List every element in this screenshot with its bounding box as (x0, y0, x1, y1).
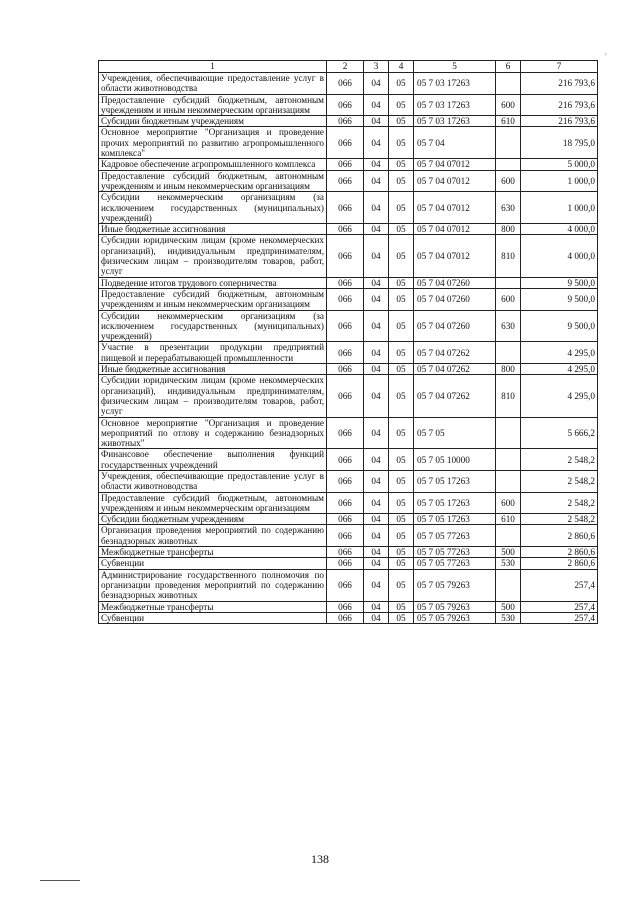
header-cell: 1 (99, 61, 327, 73)
subsection-code-cell: 05 (389, 470, 414, 492)
expense-type-code-cell (496, 277, 521, 288)
header-cell: 5 (414, 61, 496, 73)
section-code-cell: 04 (364, 342, 389, 364)
section-code-cell: 04 (364, 514, 389, 525)
ministry-code-cell: 066 (327, 569, 364, 601)
expense-type-code-cell: 610 (496, 514, 521, 525)
subsection-code-cell: 05 (389, 192, 414, 224)
item-name-cell: Организация проведения мероприятий по содержанию безнадзорных животных (99, 525, 327, 547)
item-name-cell: Предоставление субсидий бюджетным, автономным учреждениям и иным некоммерческим организациям (99, 492, 327, 514)
amount-cell: 216 793,6 (521, 116, 598, 127)
expense-type-code-cell: 630 (496, 192, 521, 224)
amount-cell: 2 548,2 (521, 492, 598, 514)
target-item-code-cell: 05 7 04 (414, 127, 496, 159)
target-item-code-cell: 05 7 05 79263 (414, 612, 496, 623)
table-row (99, 449, 598, 471)
header-cell: 6 (496, 61, 521, 73)
expense-type-code-cell: 600 (496, 492, 521, 514)
target-item-code-cell: 05 7 04 07260 (414, 288, 496, 310)
item-name-cell: Субвенции (99, 612, 327, 623)
item-name-cell: Учреждения, обеспечивающие предоставление услуг в области животноводства (99, 470, 327, 492)
item-name-cell: Предоставление субсидий бюджетным, автономным учреждениям и иным некоммерческим организациям (99, 94, 327, 116)
subsection-code-cell: 05 (389, 417, 414, 449)
amount-cell: 4 000,0 (521, 224, 598, 235)
expense-type-code-cell (496, 449, 521, 471)
budget-table (98, 60, 598, 624)
header-cell: 7 (521, 61, 598, 73)
ministry-code-cell: 066 (327, 342, 364, 364)
table-row (99, 235, 598, 277)
expense-type-code-cell: 600 (496, 170, 521, 192)
section-code-cell: 04 (364, 492, 389, 514)
expense-type-code-cell (496, 342, 521, 364)
subsection-code-cell: 05 (389, 127, 414, 159)
expense-type-code-cell (496, 525, 521, 547)
expense-type-code-cell: 800 (496, 224, 521, 235)
subsection-code-cell: 05 (389, 375, 414, 417)
table-row (99, 192, 598, 224)
table-body (99, 73, 598, 624)
table-row (99, 116, 598, 127)
expense-type-code-cell (496, 73, 521, 95)
table-row (99, 375, 598, 417)
section-code-cell: 04 (364, 94, 389, 116)
section-code-cell: 04 (364, 192, 389, 224)
section-code-cell: 04 (364, 612, 389, 623)
ministry-code-cell: 066 (327, 514, 364, 525)
ministry-code-cell: 066 (327, 170, 364, 192)
table-row (99, 224, 598, 235)
target-item-code-cell: 05 7 03 17263 (414, 73, 496, 95)
ministry-code-cell: 066 (327, 127, 364, 159)
subsection-code-cell: 05 (389, 277, 414, 288)
expense-type-code-cell: 530 (496, 558, 521, 569)
amount-cell: 216 793,6 (521, 73, 598, 95)
expense-type-code-cell: 600 (496, 94, 521, 116)
amount-cell: 5 666,2 (521, 417, 598, 449)
section-code-cell: 04 (364, 73, 389, 95)
subsection-code-cell: 05 (389, 94, 414, 116)
item-name-cell: Предоставление субсидий бюджетным, автономным учреждениям и иным некоммерческим организациям (99, 170, 327, 192)
target-item-code-cell: 05 7 04 07262 (414, 375, 496, 417)
item-name-cell: Участие в презентации продукции предприятий пищевой и перерабатывающей промышленности (99, 342, 327, 364)
section-code-cell: 04 (364, 417, 389, 449)
target-item-code-cell: 05 7 04 07262 (414, 342, 496, 364)
subsection-code-cell: 05 (389, 235, 414, 277)
amount-cell: 2 548,2 (521, 514, 598, 525)
header-cell: 3 (364, 61, 389, 73)
page-number: 138 (311, 852, 329, 866)
table-row (99, 612, 598, 623)
amount-cell: 4 295,0 (521, 375, 598, 417)
ministry-code-cell: 066 (327, 547, 364, 558)
section-code-cell: 04 (364, 159, 389, 170)
subsection-code-cell: 05 (389, 310, 414, 342)
ministry-code-cell: 066 (327, 525, 364, 547)
target-item-code-cell: 05 7 05 79263 (414, 569, 496, 601)
table-row (99, 310, 598, 342)
target-item-code-cell: 05 7 05 17263 (414, 492, 496, 514)
target-item-code-cell: 05 7 05 10000 (414, 449, 496, 471)
section-code-cell: 04 (364, 375, 389, 417)
subsection-code-cell: 05 (389, 547, 414, 558)
item-name-cell: Подведение итогов трудового соперничества (99, 277, 327, 288)
section-code-cell: 04 (364, 470, 389, 492)
expense-type-code-cell (496, 417, 521, 449)
target-item-code-cell: 05 7 04 07012 (414, 170, 496, 192)
ministry-code-cell: 066 (327, 159, 364, 170)
target-item-code-cell: 05 7 04 07012 (414, 235, 496, 277)
ministry-code-cell: 066 (327, 470, 364, 492)
expense-type-code-cell: 810 (496, 375, 521, 417)
item-name-cell: Субсидии бюджетным учреждениям (99, 514, 327, 525)
target-item-code-cell: 05 7 05 (414, 417, 496, 449)
item-name-cell: Субсидии некоммерческим организациям (за исключением государственных (муниципальных) учреждений) (99, 192, 327, 224)
subsection-code-cell: 05 (389, 492, 414, 514)
amount-cell: 2 548,2 (521, 449, 598, 471)
target-item-code-cell: 05 7 04 07260 (414, 277, 496, 288)
ministry-code-cell: 066 (327, 612, 364, 623)
ministry-code-cell: 066 (327, 601, 364, 612)
section-code-cell: 04 (364, 277, 389, 288)
target-item-code-cell: 05 7 05 79263 (414, 601, 496, 612)
amount-cell: 257,4 (521, 601, 598, 612)
target-item-code-cell: 05 7 04 07262 (414, 364, 496, 375)
table-row (99, 170, 598, 192)
table-row (99, 417, 598, 449)
section-code-cell: 04 (364, 601, 389, 612)
header-row (99, 61, 598, 73)
ministry-code-cell: 066 (327, 94, 364, 116)
expense-type-code-cell (496, 159, 521, 170)
subsection-code-cell: 05 (389, 525, 414, 547)
subsection-code-cell: 05 (389, 569, 414, 601)
amount-cell: 2 860,6 (521, 558, 598, 569)
subsection-code-cell: 05 (389, 159, 414, 170)
amount-cell: 9 500,0 (521, 277, 598, 288)
section-code-cell: 04 (364, 224, 389, 235)
amount-cell: 9 500,0 (521, 310, 598, 342)
target-item-code-cell: 05 7 05 77263 (414, 547, 496, 558)
amount-cell: 4 000,0 (521, 235, 598, 277)
item-name-cell: Субсидии некоммерческим организациям (за исключением государственных (муниципальных) учреждений) (99, 310, 327, 342)
ministry-code-cell: 066 (327, 73, 364, 95)
item-name-cell: Учреждения, обеспечивающие предоставление услуг в области животноводства (99, 73, 327, 95)
subsection-code-cell: 05 (389, 612, 414, 623)
amount-cell: 4 295,0 (521, 342, 598, 364)
target-item-code-cell: 05 7 04 07012 (414, 192, 496, 224)
expense-type-code-cell: 630 (496, 310, 521, 342)
ministry-code-cell: 066 (327, 235, 364, 277)
item-name-cell: Иные бюджетные ассигнования (99, 364, 327, 375)
section-code-cell: 04 (364, 569, 389, 601)
item-name-cell: Субсидии юридическим лицам (кроме некоммерческих организаций), индивидуальным предпринимателям, физическим лицам – производителям товаров, работ, услуг (99, 375, 327, 417)
ministry-code-cell: 066 (327, 375, 364, 417)
section-code-cell: 04 (364, 449, 389, 471)
amount-cell: 257,4 (521, 612, 598, 623)
subsection-code-cell: 05 (389, 73, 414, 95)
item-name-cell: Финансовое обеспечение выполнения функций государственных учреждений (99, 449, 327, 471)
subsection-code-cell: 05 (389, 116, 414, 127)
table-row (99, 288, 598, 310)
target-item-code-cell: 05 7 05 17263 (414, 514, 496, 525)
subsection-code-cell: 05 (389, 364, 414, 375)
ministry-code-cell: 066 (327, 364, 364, 375)
section-code-cell: 04 (364, 116, 389, 127)
amount-cell: 9 500,0 (521, 288, 598, 310)
ministry-code-cell: 066 (327, 288, 364, 310)
target-item-code-cell: 05 7 03 17263 (414, 94, 496, 116)
item-name-cell: Основное мероприятие "Организация и проведение мероприятий по отлову и содержанию безнадзорных животных" (99, 417, 327, 449)
target-item-code-cell: 05 7 05 77263 (414, 558, 496, 569)
expense-type-code-cell: 530 (496, 612, 521, 623)
scan-mark: ′ (605, 52, 607, 61)
expense-type-code-cell: 500 (496, 601, 521, 612)
target-item-code-cell: 05 7 03 17263 (414, 116, 496, 127)
item-name-cell: Субсидии юридическим лицам (кроме некоммерческих организаций), индивидуальным предпринимателям, физическим лицам – производителям товаров, работ, услуг (99, 235, 327, 277)
subsection-code-cell: 05 (389, 170, 414, 192)
table-row (99, 127, 598, 159)
expense-type-code-cell (496, 569, 521, 601)
target-item-code-cell: 05 7 05 77263 (414, 525, 496, 547)
table-row (99, 73, 598, 95)
table-row (99, 94, 598, 116)
item-name-cell: Основное мероприятие "Организация и проведение прочих мероприятий по развитию агропромышленного комплекса" (99, 127, 327, 159)
table-row (99, 569, 598, 601)
table-row (99, 525, 598, 547)
amount-cell: 1 000,0 (521, 170, 598, 192)
target-item-code-cell: 05 7 04 07012 (414, 224, 496, 235)
table-row (99, 601, 598, 612)
expense-type-code-cell (496, 470, 521, 492)
target-item-code-cell: 05 7 05 17263 (414, 470, 496, 492)
table-row (99, 470, 598, 492)
expense-type-code-cell: 800 (496, 364, 521, 375)
footer-rule (40, 880, 80, 881)
ministry-code-cell: 066 (327, 192, 364, 224)
item-name-cell: Субвенции (99, 558, 327, 569)
subsection-code-cell: 05 (389, 342, 414, 364)
amount-cell: 1 000,0 (521, 192, 598, 224)
table-row (99, 558, 598, 569)
subsection-code-cell: 05 (389, 288, 414, 310)
ministry-code-cell: 066 (327, 277, 364, 288)
section-code-cell: 04 (364, 127, 389, 159)
amount-cell: 2 860,6 (521, 547, 598, 558)
ministry-code-cell: 066 (327, 310, 364, 342)
amount-cell: 216 793,6 (521, 94, 598, 116)
ministry-code-cell: 066 (327, 492, 364, 514)
amount-cell: 2 548,2 (521, 470, 598, 492)
header-cell: 2 (327, 61, 364, 73)
subsection-code-cell: 05 (389, 601, 414, 612)
ministry-code-cell: 066 (327, 449, 364, 471)
subsection-code-cell: 05 (389, 224, 414, 235)
item-name-cell: Предоставление субсидий бюджетным, автономным учреждениям и иным некоммерческим организациям (99, 288, 327, 310)
subsection-code-cell: 05 (389, 558, 414, 569)
section-code-cell: 04 (364, 364, 389, 375)
item-name-cell: Межбюджетные трансферты (99, 547, 327, 558)
header-cell: 4 (389, 61, 414, 73)
table-row (99, 492, 598, 514)
ministry-code-cell: 066 (327, 224, 364, 235)
table-row (99, 514, 598, 525)
expense-type-code-cell: 810 (496, 235, 521, 277)
subsection-code-cell: 05 (389, 514, 414, 525)
table-row (99, 277, 598, 288)
expense-type-code-cell: 610 (496, 116, 521, 127)
expense-type-code-cell: 500 (496, 547, 521, 558)
ministry-code-cell: 066 (327, 116, 364, 127)
section-code-cell: 04 (364, 170, 389, 192)
amount-cell: 257,4 (521, 569, 598, 601)
target-item-code-cell: 05 7 04 07012 (414, 159, 496, 170)
subsection-code-cell: 05 (389, 449, 414, 471)
section-code-cell: 04 (364, 288, 389, 310)
amount-cell: 4 295,0 (521, 364, 598, 375)
section-code-cell: 04 (364, 558, 389, 569)
item-name-cell: Администрирование государственного полномочия по организации проведения мероприятий по содержанию безнадзорных животных (99, 569, 327, 601)
expense-type-code-cell: 600 (496, 288, 521, 310)
ministry-code-cell: 066 (327, 558, 364, 569)
section-code-cell: 04 (364, 525, 389, 547)
amount-cell: 2 860,6 (521, 525, 598, 547)
expense-type-code-cell (496, 127, 521, 159)
table-row (99, 342, 598, 364)
item-name-cell: Кадровое обеспечение агропромышленного комплекса (99, 159, 327, 170)
item-name-cell: Субсидии бюджетным учреждениям (99, 116, 327, 127)
table-row (99, 547, 598, 558)
amount-cell: 18 795,0 (521, 127, 598, 159)
amount-cell: 5 000,0 (521, 159, 598, 170)
section-code-cell: 04 (364, 547, 389, 558)
table-row (99, 159, 598, 170)
ministry-code-cell: 066 (327, 417, 364, 449)
table-row (99, 364, 598, 375)
item-name-cell: Иные бюджетные ассигнования (99, 224, 327, 235)
item-name-cell: Межбюджетные трансферты (99, 601, 327, 612)
section-code-cell: 04 (364, 310, 389, 342)
target-item-code-cell: 05 7 04 07260 (414, 310, 496, 342)
section-code-cell: 04 (364, 235, 389, 277)
